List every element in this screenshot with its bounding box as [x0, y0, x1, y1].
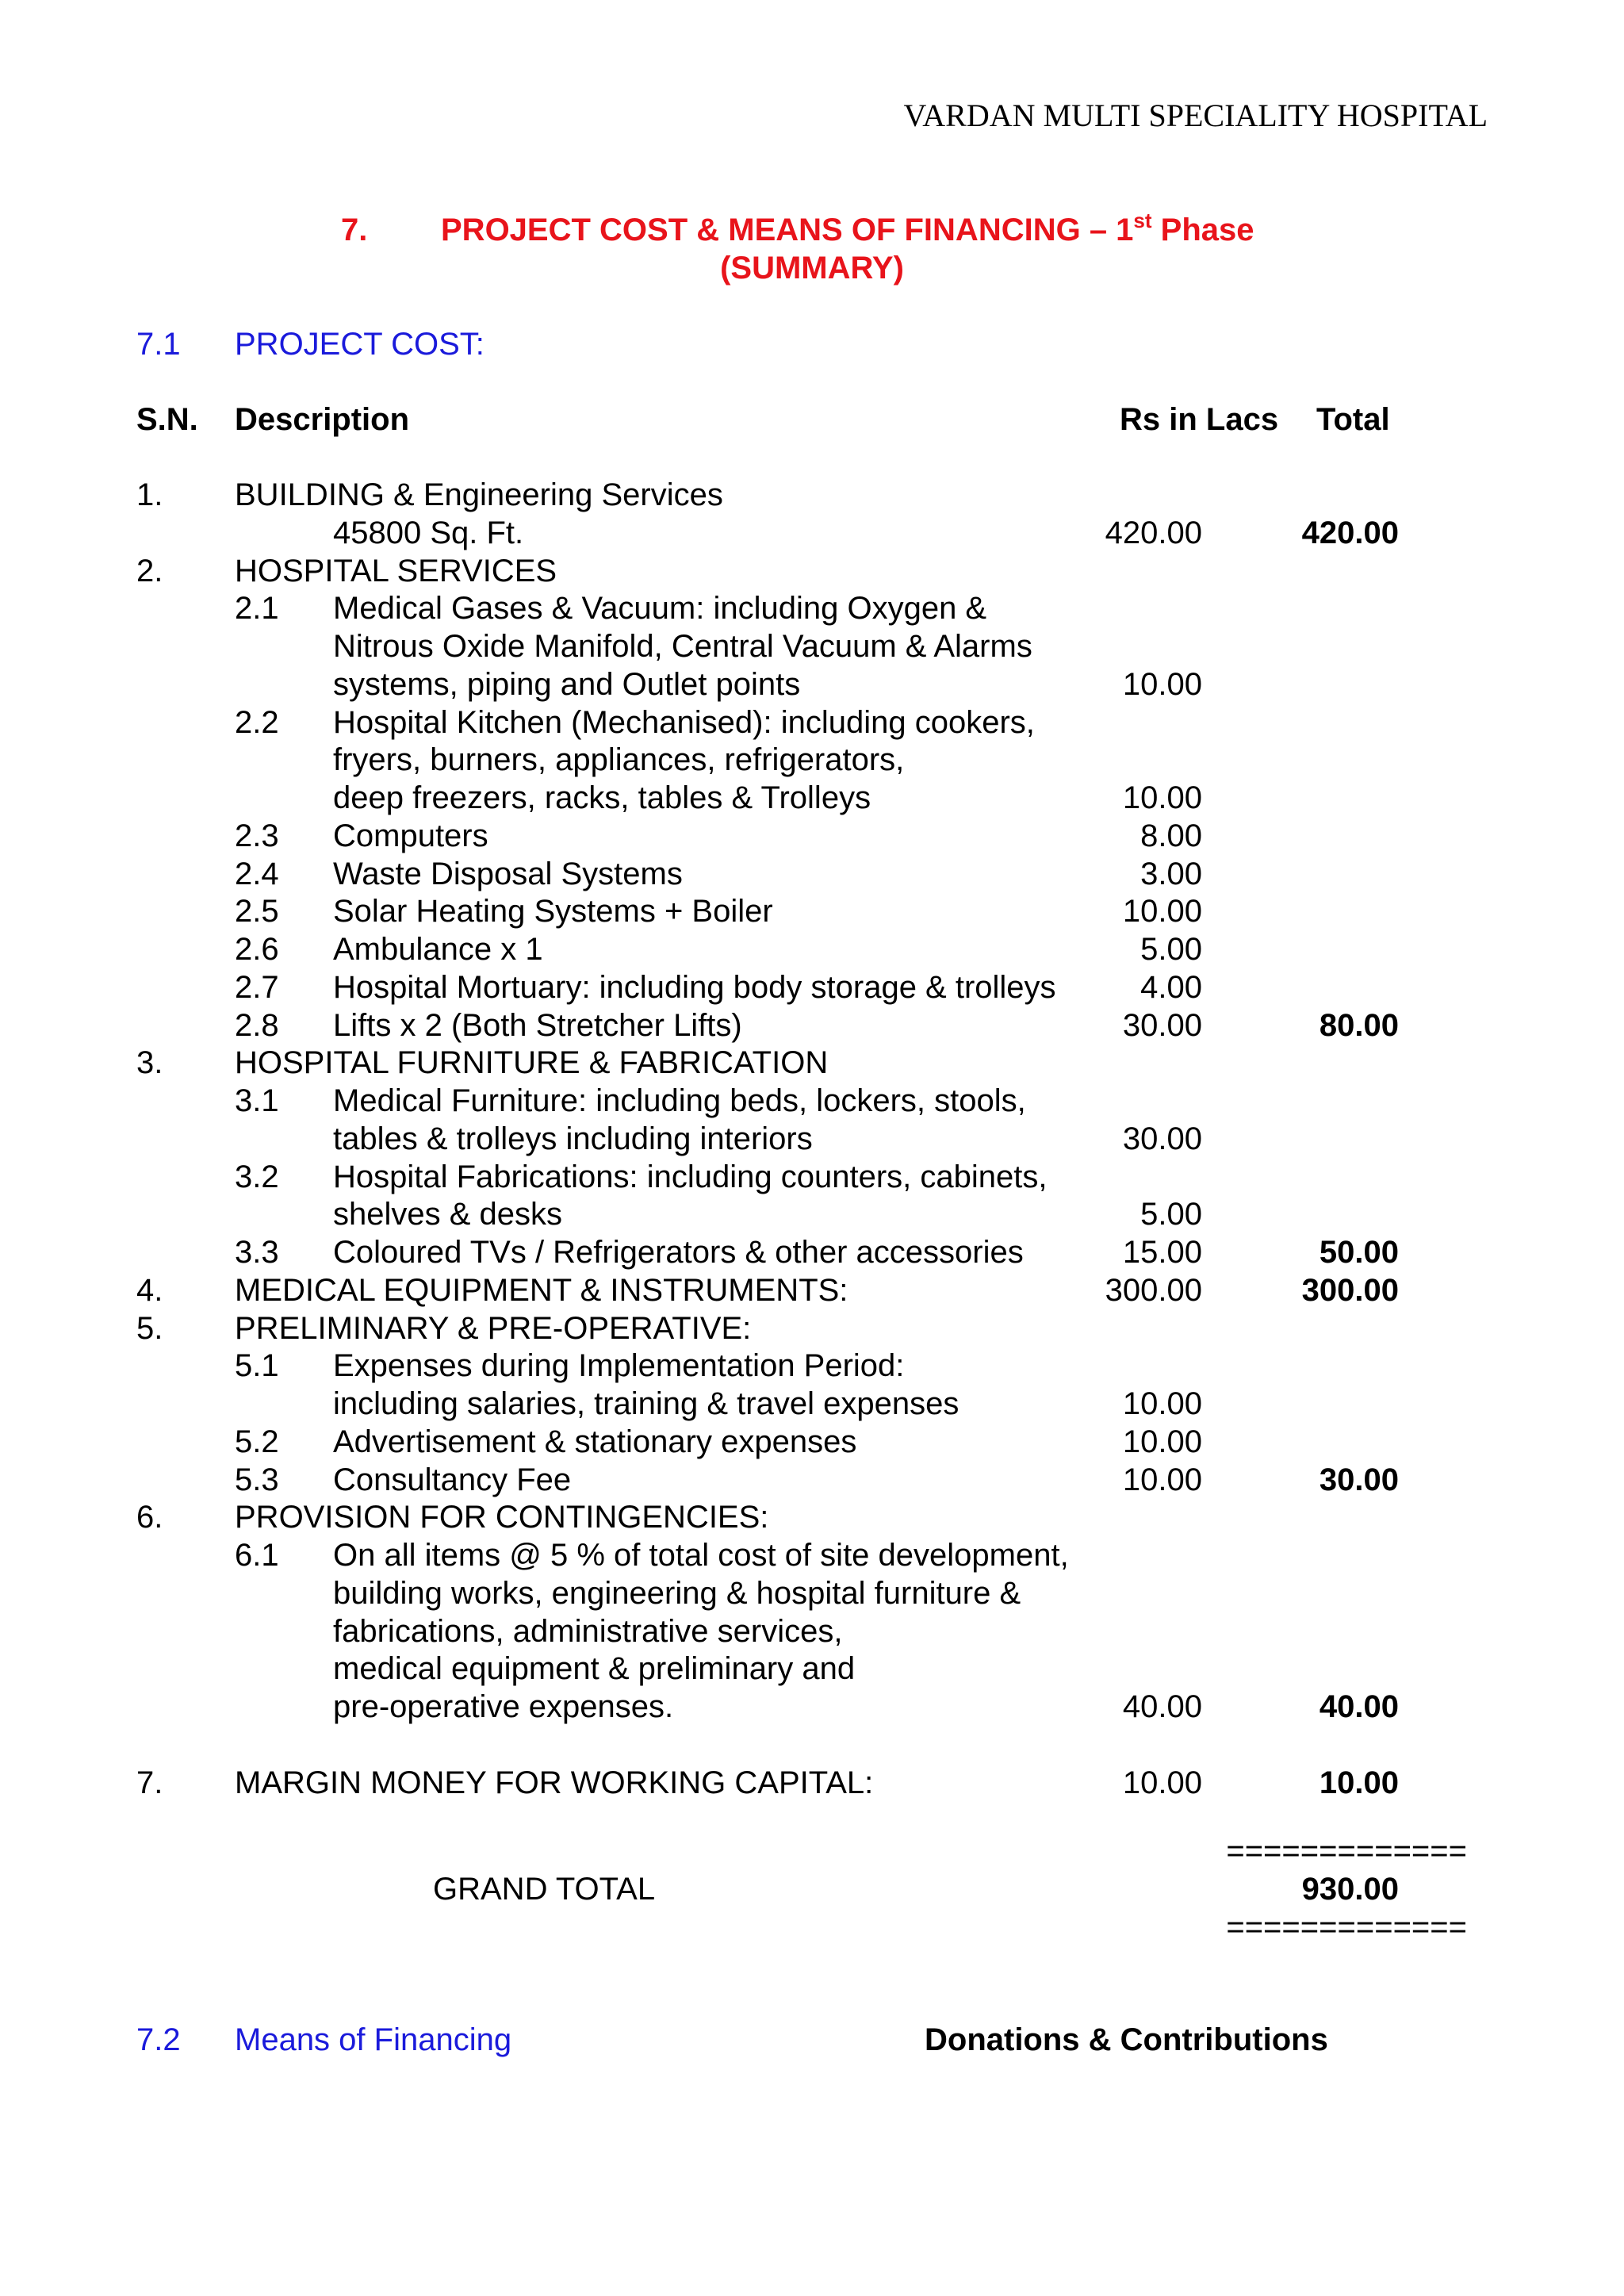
row-amount-rs-in-lacs: 30.00 [1122, 1008, 1202, 1043]
row-sub-number: 3.3 [235, 1235, 279, 1270]
row-amount-rs-in-lacs: 10.00 [1122, 780, 1202, 815]
row-description: Ambulance x 1 [333, 932, 543, 967]
row-sub-number: 2.5 [235, 894, 279, 929]
row-description: tables & trolleys including interiors [333, 1121, 813, 1156]
row-description: Coloured TVs / Refrigerators & other accessories [333, 1235, 1024, 1270]
row-amount-rs-in-lacs: 420.00 [1105, 516, 1202, 550]
title-superscript: st [1133, 209, 1152, 232]
row-description: fabrications, administrative services, [333, 1614, 843, 1649]
row-amount-rs-in-lacs: 10.00 [1122, 1386, 1202, 1421]
row-description: medical equipment & preliminary and [333, 1651, 856, 1686]
row-description: PROVISION FOR CONTINGENCIES: [235, 1500, 769, 1535]
row-description: including salaries, training & travel expenses [333, 1386, 959, 1421]
row-description: Solar Heating Systems + Boiler [333, 894, 773, 929]
row-description: Advertisement & stationary expenses [333, 1424, 857, 1459]
grand-total-rule-bottom: ============= [1226, 1910, 1467, 1945]
row-description: Medical Gases & Vacuum: including Oxygen & [333, 591, 987, 626]
row-description: MEDICAL EQUIPMENT & INSTRUMENTS: [235, 1273, 848, 1308]
row-amount-rs-in-lacs: 30.00 [1122, 1121, 1202, 1156]
row-description: Waste Disposal Systems [333, 857, 683, 891]
grand-total-value: 930.00 [1301, 1872, 1399, 1907]
row-amount-rs-in-lacs: 40.00 [1122, 1689, 1202, 1724]
row-sub-number: 5.1 [235, 1348, 279, 1383]
row-sub-number: 2.2 [235, 705, 279, 740]
row-sub-number: 5.2 [235, 1424, 279, 1459]
row-description: Consultancy Fee [333, 1462, 572, 1497]
row-amount-rs-in-lacs: 10.00 [1122, 1765, 1202, 1800]
row-amount-rs-in-lacs: 8.00 [1140, 818, 1202, 853]
row-description: Expenses during Implementation Period: [333, 1348, 905, 1383]
row-description: pre-operative expenses. [333, 1689, 674, 1724]
row-description: systems, piping and Outlet points [333, 667, 801, 702]
row-description: fryers, burners, appliances, refrigerators, [333, 742, 905, 777]
row-total: 50.00 [1319, 1235, 1399, 1270]
row-total: 300.00 [1301, 1273, 1399, 1308]
row-description: Lifts x 2 (Both Stretcher Lifts) [333, 1008, 742, 1043]
row-sub-number: 2.8 [235, 1008, 279, 1043]
row-total: 30.00 [1319, 1462, 1399, 1497]
row-total: 10.00 [1319, 1765, 1399, 1800]
column-header-rs-in-lacs: Rs in Lacs [1120, 402, 1279, 437]
row-description: Hospital Mortuary: including body storage & trolleys [333, 970, 1056, 1005]
row-description: HOSPITAL FURNITURE & FABRICATION [235, 1045, 829, 1080]
row-description: On all items @ 5 % of total cost of site development, [333, 1538, 1069, 1573]
row-description: PRELIMINARY & PRE-OPERATIVE: [235, 1311, 752, 1346]
donations-contributions-label: Donations & Contributions [925, 2022, 1328, 2057]
row-amount-rs-in-lacs: 5.00 [1140, 932, 1202, 967]
grand-total-label: GRAND TOTAL [433, 1872, 656, 1907]
column-header-total: Total [1316, 402, 1390, 437]
page-subtitle: (SUMMARY) [720, 251, 904, 286]
row-description: MARGIN MONEY FOR WORKING CAPITAL: [235, 1765, 874, 1800]
row-description: shelves & desks [333, 1197, 563, 1232]
row-total: 40.00 [1319, 1689, 1399, 1724]
row-sub-number: 2.1 [235, 591, 279, 626]
row-description: Nitrous Oxide Manifold, Central Vacuum & Alarms [333, 629, 1032, 664]
section-72-number: 7.2 [136, 2022, 181, 2057]
row-sub-number: 3.2 [235, 1159, 279, 1194]
row-sn: 3. [136, 1045, 163, 1080]
row-description: Hospital Fabrications: including counters, cabinets, [333, 1159, 1048, 1194]
row-sn: 1. [136, 477, 163, 512]
row-total: 420.00 [1301, 516, 1399, 550]
row-sn: 6. [136, 1500, 163, 1535]
row-sn: 5. [136, 1311, 163, 1346]
row-sn: 2. [136, 554, 163, 588]
row-description: Computers [333, 818, 488, 853]
row-amount-rs-in-lacs: 15.00 [1122, 1235, 1202, 1270]
row-sub-number: 3.1 [235, 1083, 279, 1118]
section-number-7: 7. [341, 213, 368, 247]
row-sn: 4. [136, 1273, 163, 1308]
column-header-sn: S.N. [136, 402, 198, 437]
row-amount-rs-in-lacs: 4.00 [1140, 970, 1202, 1005]
row-sub-number: 2.6 [235, 932, 279, 967]
grand-total-rule-top: ============= [1226, 1834, 1467, 1869]
row-amount-rs-in-lacs: 10.00 [1122, 894, 1202, 929]
row-sub-number: 2.7 [235, 970, 279, 1005]
row-sub-number: 2.3 [235, 818, 279, 853]
row-amount-rs-in-lacs: 300.00 [1105, 1273, 1202, 1308]
row-amount-rs-in-lacs: 5.00 [1140, 1197, 1202, 1232]
row-amount-rs-in-lacs: 10.00 [1122, 1462, 1202, 1497]
row-description: HOSPITAL SERVICES [235, 554, 557, 588]
row-amount-rs-in-lacs: 3.00 [1140, 857, 1202, 891]
row-description: Medical Furniture: including beds, lockers, stools, [333, 1083, 1026, 1118]
row-sub-number: 5.3 [235, 1462, 279, 1497]
title-main: PROJECT COST & MEANS OF FINANCING – 1 [441, 213, 1134, 247]
section-71-number: 7.1 [136, 327, 181, 362]
section-71-label: PROJECT COST: [235, 327, 485, 362]
row-amount-rs-in-lacs: 10.00 [1122, 667, 1202, 702]
row-sub-number: 6.1 [235, 1538, 279, 1573]
row-description: building works, engineering & hospital furniture & [333, 1576, 1021, 1611]
hospital-name-header: VARDAN MULTI SPECIALITY HOSPITAL [903, 98, 1488, 133]
column-header-description: Description [235, 402, 410, 437]
row-description: 45800 Sq. Ft. [333, 516, 524, 550]
row-description: BUILDING & Engineering Services [235, 477, 723, 512]
section-72-label: Means of Financing [235, 2022, 512, 2057]
row-total: 80.00 [1319, 1008, 1399, 1043]
row-description: Hospital Kitchen (Mechanised): including cookers, [333, 705, 1035, 740]
row-sn: 7. [136, 1765, 163, 1800]
title-tail: Phase [1151, 213, 1254, 247]
row-amount-rs-in-lacs: 10.00 [1122, 1424, 1202, 1459]
row-description: deep freezers, racks, tables & Trolleys [333, 780, 871, 815]
row-sub-number: 2.4 [235, 857, 279, 891]
